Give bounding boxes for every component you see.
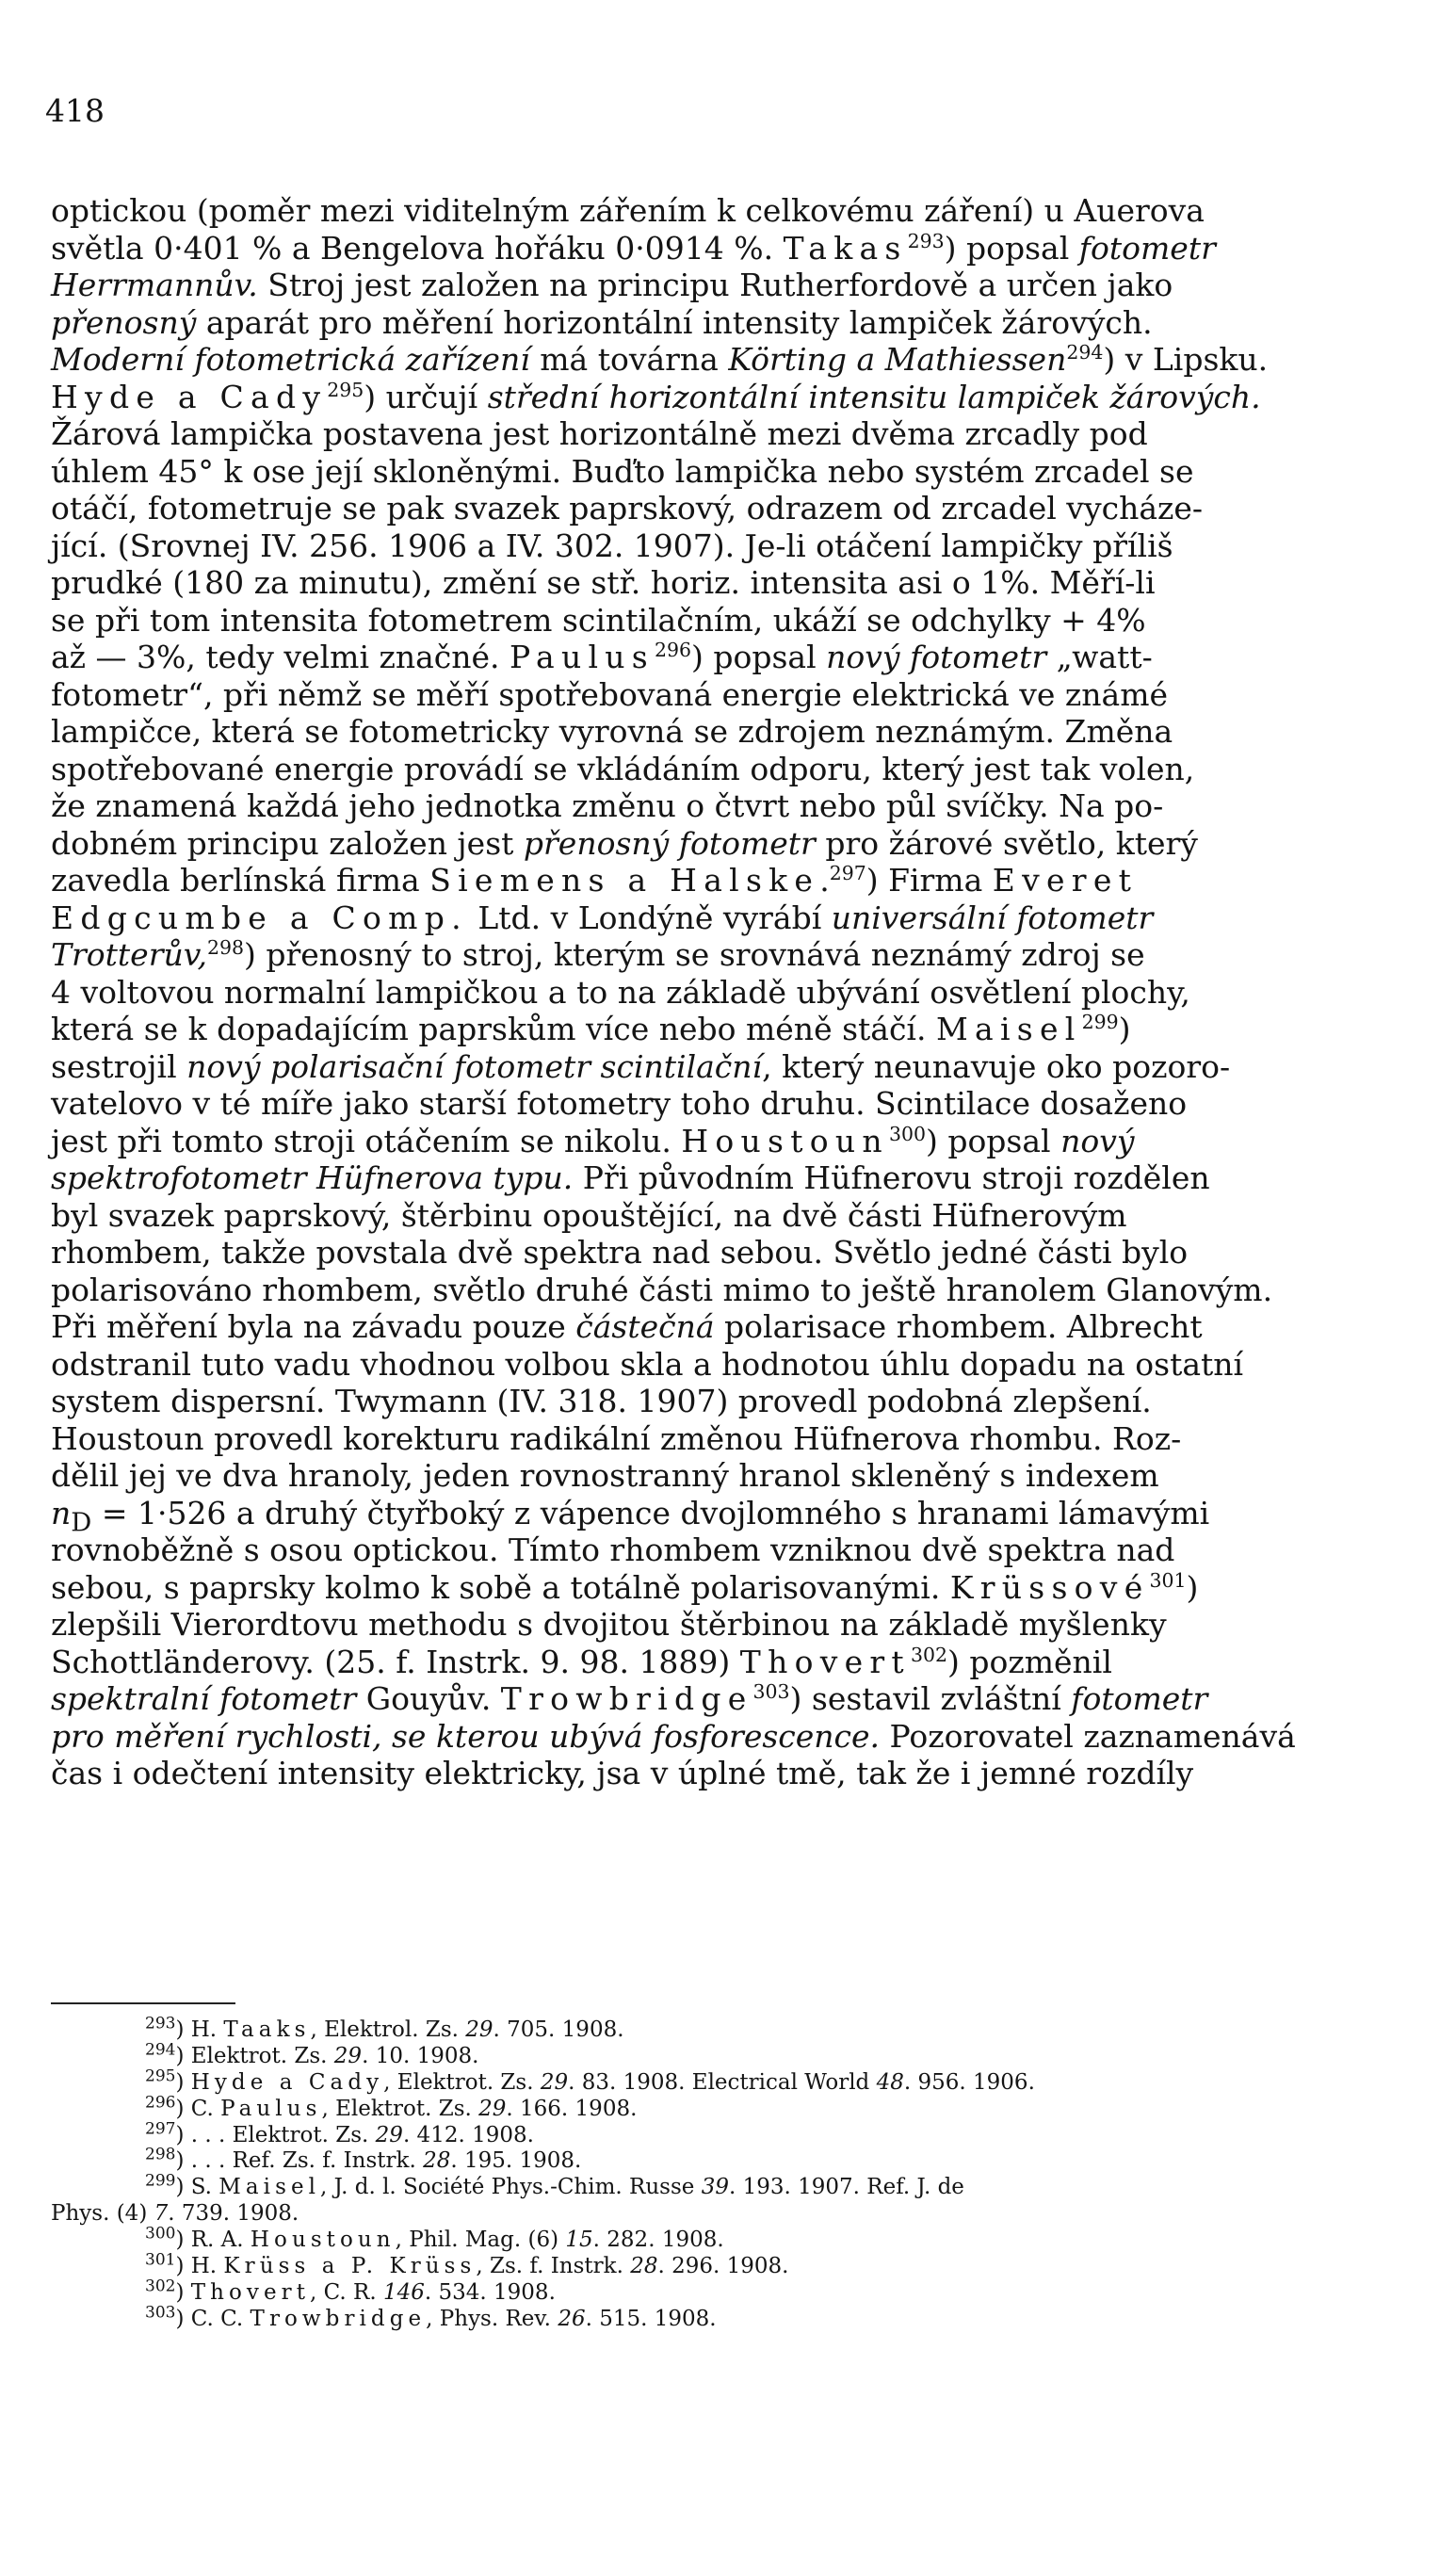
italic-text: nový — [1060, 1122, 1135, 1159]
text-line: odstranil tuto vadu vhodnou volbou skla a hodnotou úhlu dopadu na ostatní — [51, 1345, 1244, 1383]
text-line: spotřebované energie provádí se vkládáním odporu, který jest tak volen, — [51, 750, 1195, 787]
spaced-name: Maisel — [218, 2175, 321, 2200]
text-line: prudké (180 za minutu), změní se stř. horiz. intensita asi o 1%. Měří-li — [51, 564, 1156, 601]
footnote: $^{303}$) C. C. Trowbridge, Phys. Rev. 26. 515. 1908. — [145, 2303, 717, 2331]
footnote: $^{299}$) S. Maisel, J. d. l. Société Phys.-Chim. Russe 39. 193. 1907. Ref. J. de — [145, 2171, 964, 2200]
italic-text: částečná — [575, 1308, 715, 1345]
text-line: jící. (Srovnej IV. 256. 1906 a IV. 302. 1907). Je-li otáčení lampičky příliš — [51, 527, 1173, 564]
text-line: 4 voltovou normalní lampičkou a to na základě ubývání osvětlení plochy, — [51, 973, 1190, 1011]
footnote-reference: 300 — [888, 1122, 926, 1145]
italic-text: přenosný — [51, 303, 197, 341]
spaced-name: Taaks — [223, 2017, 311, 2042]
footnote-number: 298 — [145, 2145, 176, 2164]
spaced-name: Edgcumbe a Comp. — [51, 899, 468, 936]
text-line: Trotterův,$^{298}$) přenosný to stroj, kterým se srovnává neznámý zdroj se — [51, 936, 1145, 973]
footnote: $^{300}$) R. A. Houstoun, Phil. Mag. (6) 15. 282. 1908. — [145, 2224, 724, 2253]
text-line: úhlem 45° k ose její skloněnými. Buďto lampička nebo systém zrcadel se — [51, 452, 1194, 490]
body-text — [51, 192, 1415, 1792]
footnote-reference: 303 — [752, 1680, 790, 1703]
italic-text: přenosný fotometr — [523, 824, 816, 862]
text-line: sestrojil nový polarisační fotometr scintilační, který neunavuje oko pozoro- — [51, 1047, 1231, 1085]
italic-text: střední horizontální intensitu lampiček žárových. — [487, 378, 1261, 415]
italic-text: 48 — [876, 2069, 904, 2095]
italic-text: nový fotometr — [826, 639, 1047, 675]
footnote-reference: 299 — [1081, 1011, 1119, 1033]
footnote: $^{296}$) C. Paulus, Elektrot. Zs. 29. 166. 1908. — [145, 2093, 638, 2121]
footnote-number: 297 — [145, 2118, 176, 2138]
footnote-number: 299 — [145, 2171, 176, 2191]
italic-text: Trotterův, — [51, 936, 207, 973]
spaced-name: Trowbridge — [250, 2306, 427, 2331]
spaced-name: Paulus — [510, 639, 655, 675]
footnote-reference: 302 — [910, 1643, 947, 1666]
footnote-reference: 297 — [829, 862, 866, 884]
italic-text: fotometr — [1078, 229, 1216, 267]
text-line: pro měření rychlosti, se kterou ubývá fosforescence. Pozorovatel zaznamenává — [51, 1717, 1296, 1755]
spaced-name: Thovert — [739, 1643, 911, 1680]
italic-text: n — [51, 1494, 72, 1531]
footnote-reference: 294 — [1066, 341, 1104, 364]
text-line: spektrofotometr Hüfnerova typu. Při původním Hüfnerovu stroji rozdělen — [51, 1159, 1210, 1196]
italic-text: 29 — [375, 2122, 403, 2147]
italic-text: 7 — [154, 2201, 169, 2227]
footnote: $^{295}$) Hyde a Cady, Elektrot. Zs. 29. 83. 1908. Electrical World 48. 956. 1906. — [145, 2066, 1035, 2095]
text-line: Edgcumbe a Comp. Ltd. v Londýně vyrábí universální fotometr — [51, 899, 1154, 936]
text-line: fotometr“, při němž se měří spotřebovaná energie elektrická ve známé — [51, 675, 1169, 713]
footnote: $^{301}$) H. Krüss a P. Krüss, Zs. f. Instrk. 28. 296. 1908. — [145, 2250, 789, 2279]
italic-text: Moderní fotometrická zařízení — [51, 341, 530, 378]
footnote: $^{294}$) Elektrot. Zs. 29. 10. 1908. — [145, 2040, 479, 2068]
text-line: jest při tomto stroji otáčením se nikolu. Houstoun$^{300}$) popsal nový — [51, 1122, 1135, 1159]
footnotes — [51, 2014, 1415, 2333]
text-line: spektralní fotometr Gouyův. Trowbridge$^{303}$) sestavil zvláštní fotometr — [51, 1680, 1208, 1717]
italic-text: pro měření rychlosti, se kterou ubývá fosforescence. — [51, 1717, 881, 1755]
text-line: až — 3%, tedy velmi značné. Paulus$^{296}$) popsal nový fotometr „watt- — [51, 639, 1153, 675]
text-line: že znamená každá jeho jednotka změnu o čtvrt nebo půl svíčky. Na po- — [51, 787, 1164, 824]
italic-text: nový polarisační fotometr scintilační — [186, 1047, 763, 1085]
footnote: $^{293}$) H. Taaks, Elektrol. Zs. 29. 705. 1908. — [145, 2014, 624, 2042]
text-line: Hyde a Cady$^{295}$) určují střední horizontální intensitu lampiček žárových. — [51, 378, 1261, 415]
text-line: lampičce, která se fotometricky vyrovná se zdrojem neznámým. Změna — [51, 713, 1173, 750]
spaced-name: Krüss a P. Krüss — [223, 2254, 477, 2279]
footnote: $^{302}$) Thovert, C. R. 146. 534. 1908. — [145, 2276, 556, 2305]
text-line: která se k dopadajícím paprskům více nebo méně stáčí. Maisel$^{299}$) — [51, 1011, 1131, 1047]
italic-text: spektrofotometr Hüfnerova typu. — [51, 1159, 574, 1196]
italic-text: 39 — [701, 2175, 729, 2200]
italic-text: 29 — [333, 2043, 363, 2068]
footnote-reference: 296 — [655, 639, 692, 661]
spaced-name: Takas — [783, 229, 908, 267]
footnote-reference: 293 — [907, 229, 945, 252]
italic-text: 29 — [540, 2069, 569, 2095]
text-line: otáčí, fotometruje se pak svazek paprskový, odrazem od zrcadel vycháze- — [51, 490, 1204, 527]
italic-text: 29 — [478, 2096, 507, 2121]
text-line: zlepšili Vierordtovu methodu s dvojitou štěrbinou na základě myšlenky — [51, 1606, 1167, 1643]
text-line: Schottländerovy. (25. f. Instrk. 9. 98. 1889) Thovert$^{302}$) pozměnil — [51, 1643, 1112, 1680]
text-line: system dispersní. Twymann (IV. 318. 1907) provedl podobná zlepšení. — [51, 1383, 1152, 1419]
spaced-name: Everet — [992, 862, 1139, 899]
italic-text: spektralní fotometr — [51, 1680, 357, 1717]
footnote-divider — [51, 2002, 235, 2004]
text-line: optickou (poměr mezi viditelným zářením k celkovému záření) u Auerova — [51, 192, 1205, 229]
italic-text: Körting a Mathiessen — [728, 341, 1067, 378]
text-line: dobném principu založen jest přenosný fotometr pro žárové světlo, který — [51, 824, 1198, 862]
text-line: $n_D = 1\cdot 526$ a druhý čtyřboký z vápence dvojlomného s hranami lámavými — [51, 1494, 1210, 1538]
italic-text: 146 — [382, 2279, 425, 2305]
italic-text: Herrmannův. — [51, 267, 258, 303]
spaced-name: Thovert — [190, 2279, 311, 2305]
footnote: $^{297}$) . . . Elektrot. Zs. 29. 412. 1908. — [145, 2118, 534, 2147]
spaced-name: Trowbridge — [500, 1680, 753, 1717]
italic-text: 15 — [565, 2228, 593, 2253]
footnote-reference: 295 — [327, 378, 364, 401]
spaced-name: Maisel — [935, 1011, 1082, 1047]
spaced-name: Houstoun — [250, 2228, 396, 2253]
text-line: Moderní fotometrická zařízení má továrna Körting a Mathiessen$^{294}$) v Lipsku. — [51, 341, 1269, 378]
italic-text: 26 — [558, 2306, 586, 2331]
footnote-number: 295 — [145, 2066, 176, 2086]
footnote-reference: 298 — [206, 936, 244, 959]
footnote-number: 296 — [145, 2093, 176, 2113]
spaced-name: Houstoun — [681, 1122, 889, 1159]
spaced-name: Paulus — [220, 2096, 322, 2121]
spaced-name: Hyde a Cady — [51, 378, 328, 415]
subscript: D — [71, 1507, 92, 1538]
text-line: přenosný aparát pro měření horizontální intensity lampiček žárových. — [51, 303, 1153, 341]
footnote: $^{298}$) . . . Ref. Zs. f. Instrk. 28. 195. 1908. — [145, 2145, 582, 2174]
footnote-number: 293 — [145, 2014, 176, 2033]
text-line: Při měření byla na závadu pouze částečná polarisace rhombem. Albrecht — [51, 1308, 1203, 1345]
footnote-number: 301 — [145, 2250, 176, 2270]
footnote-number: 294 — [145, 2040, 176, 2060]
text-line: světla 0·401 % a Bengelova hořáku 0·0914 %. Takas$^{293}$) popsal fotometr — [51, 229, 1216, 267]
footnote-number: 300 — [145, 2224, 176, 2244]
text-line: Herrmannův. Stroj jest založen na principu Rutherfordově a určen jako — [51, 267, 1173, 303]
footnote-number: 302 — [145, 2276, 176, 2296]
text-line: rovnoběžně s osou optickou. Tímto rhombem vzniknou dvě spektra nad — [51, 1531, 1175, 1568]
footnote-reference: 301 — [1149, 1568, 1187, 1592]
text-line: Žárová lampička postavena jest horizontálně mezi dvěma zrcadly pod — [51, 415, 1148, 452]
text-line: rhombem, takže povstala dvě spektra nad sebou. Světlo jedné části bylo — [51, 1234, 1189, 1271]
text-line: dělil jej ve dva hranoly, jeden rovnostranný hranol skleněný s indexem — [51, 1457, 1159, 1494]
italic-text: 28 — [423, 2148, 451, 2174]
spaced-name: Krüssové — [949, 1568, 1150, 1606]
italic-text: 29 — [465, 2017, 493, 2042]
text-line: vatelovo v té míře jako starší fotometry toho druhu. Scintilace dosaženo — [51, 1085, 1188, 1122]
text-line: polarisováno rhombem, světlo druhé části mimo to ještě hranolem Glanovým. — [51, 1271, 1273, 1308]
text-line: Houstoun provedl korekturu radikální změnou Hüfnerova rhombu. Roz- — [51, 1419, 1182, 1457]
italic-text: fotometr — [1071, 1680, 1208, 1717]
italic-text: 28 — [630, 2254, 658, 2279]
text-line: zavedla berlínská firma Siemens a Halske.$^{297}$) Firma Everet — [51, 862, 1139, 899]
italic-text: universální fotometr — [831, 899, 1154, 936]
spaced-name: Siemens a Halske — [429, 862, 820, 899]
text-line: se při tom intensita fotometrem scintilačním, ukáží se odchylky + 4% — [51, 601, 1146, 639]
page-number: 418 — [45, 92, 105, 129]
spaced-name: Hyde a Cady — [190, 2069, 384, 2095]
text-line: sebou, s paprsky kolmo k sobě a totálně polarisovanými. Krüssové$^{301}$) — [51, 1568, 1199, 1606]
footnote-number: 303 — [145, 2303, 176, 2323]
text-line: čas i odečtení intensity elektricky, jsa v úplné tmě, tak že i jemné rozdíly — [51, 1755, 1194, 1791]
footnote: Phys. (4) 7. 739. 1908. — [51, 2201, 299, 2227]
text-line: byl svazek paprskový, štěrbinu opouštějící, na dvě části Hüfnerovým — [51, 1196, 1127, 1234]
